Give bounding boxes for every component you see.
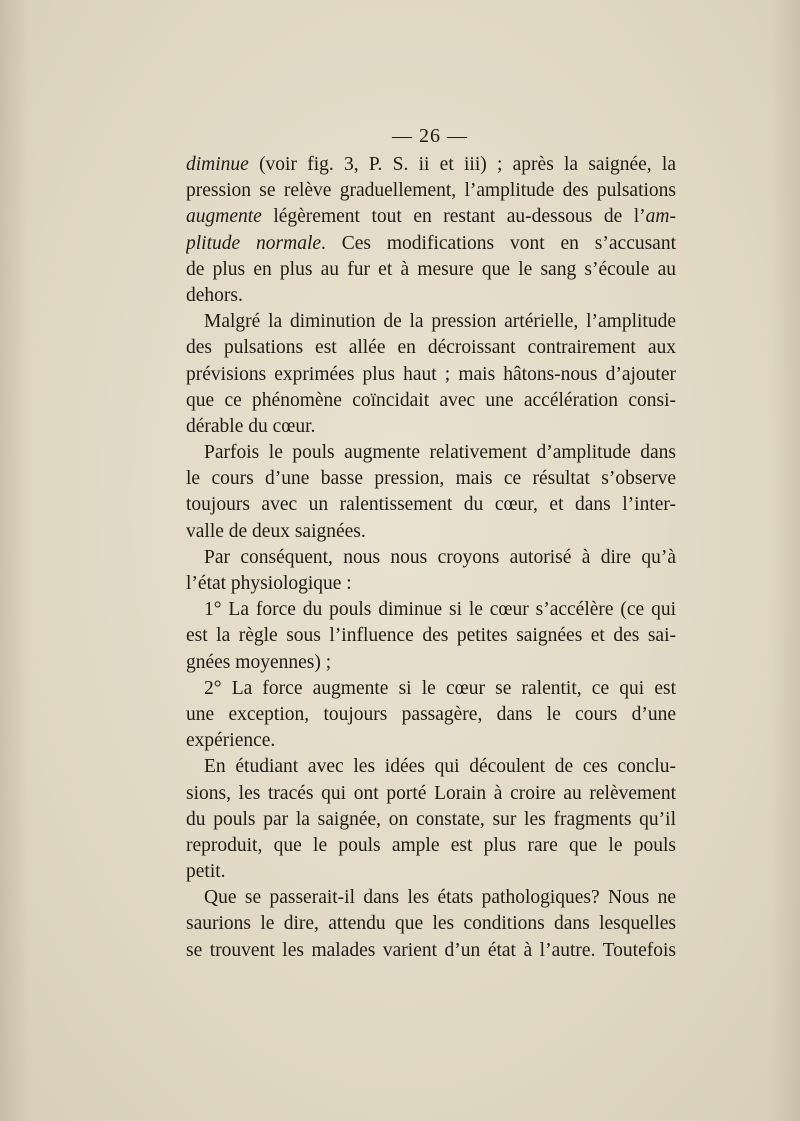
text-run: légèrement tout en restant au-dessous de l’ [261, 206, 646, 228]
text-line [186, 911, 676, 937]
text-line [186, 676, 676, 702]
text-line [186, 466, 676, 492]
italic-text: augmente [186, 206, 262, 228]
text-run: toujours avec un ralentissement du cœur, et dans l’inter- [186, 494, 676, 516]
text-run: gnées moyennes) ; [186, 651, 332, 673]
page-edge-shadow-right [770, 0, 800, 1121]
text-run: dehors. [186, 284, 243, 306]
text-line [186, 571, 676, 597]
text-run: (voir fig. 3, P. S. ii et iii) ; après la saignée, la [248, 154, 676, 175]
text-line [186, 702, 676, 728]
italic-text: diminue [186, 154, 249, 175]
text-run: expérience. [186, 730, 276, 752]
text-run: que ce phénomène coïncidait avec une accélération consi- [186, 389, 676, 411]
text-line [186, 597, 676, 623]
text-line [186, 859, 676, 885]
text-line [186, 309, 676, 335]
text-run: Parfois le pouls augmente relativement d’amplitude dans [204, 442, 676, 464]
italic-text: plitude normale [186, 232, 322, 254]
text-line [186, 178, 676, 204]
text-line [186, 335, 676, 361]
text-run: saurions le dire, attendu que les conditions dans lesquelles [186, 913, 676, 935]
text-line [186, 257, 676, 283]
page-edge-shadow-left [0, 0, 30, 1121]
text-line [186, 152, 676, 178]
body-text [186, 152, 676, 964]
text-line [186, 440, 676, 466]
text-line [186, 283, 676, 309]
text-line [186, 885, 676, 911]
text-run: valle de deux saignées. [186, 520, 366, 542]
text-run: se trouvent les malades varient d’un état à l’autre. Toutefois [186, 939, 676, 961]
text-run: l’état physiologique : [186, 573, 352, 594]
text-run: pression se relève graduellement, l’amplitude des pulsations [186, 180, 676, 202]
text-run: des pulsations est allée en décroissant contrairement aux [186, 337, 676, 359]
text-line [186, 414, 676, 440]
text-line [186, 781, 676, 807]
text-line [186, 231, 676, 257]
text-run: . Ces modifications vont en s’accusant [321, 232, 676, 254]
text-run: prévisions exprimées plus haut ; mais hâtons-nous d’ajouter [186, 363, 676, 385]
text-run: En étudiant avec les idées qui découlent de ces conclu- [204, 756, 676, 778]
text-run: sions, les tracés qui ont porté Lorain à croire au relèvement [186, 782, 676, 804]
text-run: le cours d’une basse pression, mais ce résultat s’observe [186, 468, 676, 490]
text-run: Par conséquent, nous nous croyons autorisé à dire qu’à [204, 546, 676, 568]
text-line [186, 833, 676, 859]
text-run: de plus en plus au fur et à mesure que le sang s’écoule au [186, 258, 676, 280]
text-line [186, 807, 676, 833]
text-line [186, 519, 676, 545]
text-run: est la règle sous l’influence des petites saignées et des sai- [186, 625, 676, 647]
text-line [186, 545, 676, 571]
text-run: reproduit, que le pouls ample est plus rare que le pouls [186, 834, 676, 856]
text-line [186, 492, 676, 518]
text-run: dérable du cœur. [186, 415, 316, 437]
text-line [186, 204, 676, 230]
text-line [186, 623, 676, 649]
text-run: Malgré la diminution de la pression artérielle, l’amplitude [204, 311, 676, 333]
text-run: une exception, toujours passagère, dans le cours d’une [186, 703, 676, 725]
text-line [186, 388, 676, 414]
text-line [186, 754, 676, 780]
text-run: Que se passerait-il dans les états pathologiques? Nous ne [204, 887, 676, 909]
text-line [186, 728, 676, 754]
text-line [186, 362, 676, 388]
text-line [186, 650, 676, 676]
text-line [186, 938, 676, 964]
text-run: 2° La force augmente si le cœur se ralentit, ce qui est [204, 677, 676, 699]
text-run: petit. [186, 861, 226, 883]
text-run: 1° La force du pouls diminue si le cœur s’accélère (ce qui [204, 599, 676, 621]
italic-text: am- [645, 206, 676, 228]
text-run: du pouls par la saignée, on constate, sur les fragments qu’il [186, 808, 676, 830]
page-number: — 26 — [392, 125, 468, 147]
